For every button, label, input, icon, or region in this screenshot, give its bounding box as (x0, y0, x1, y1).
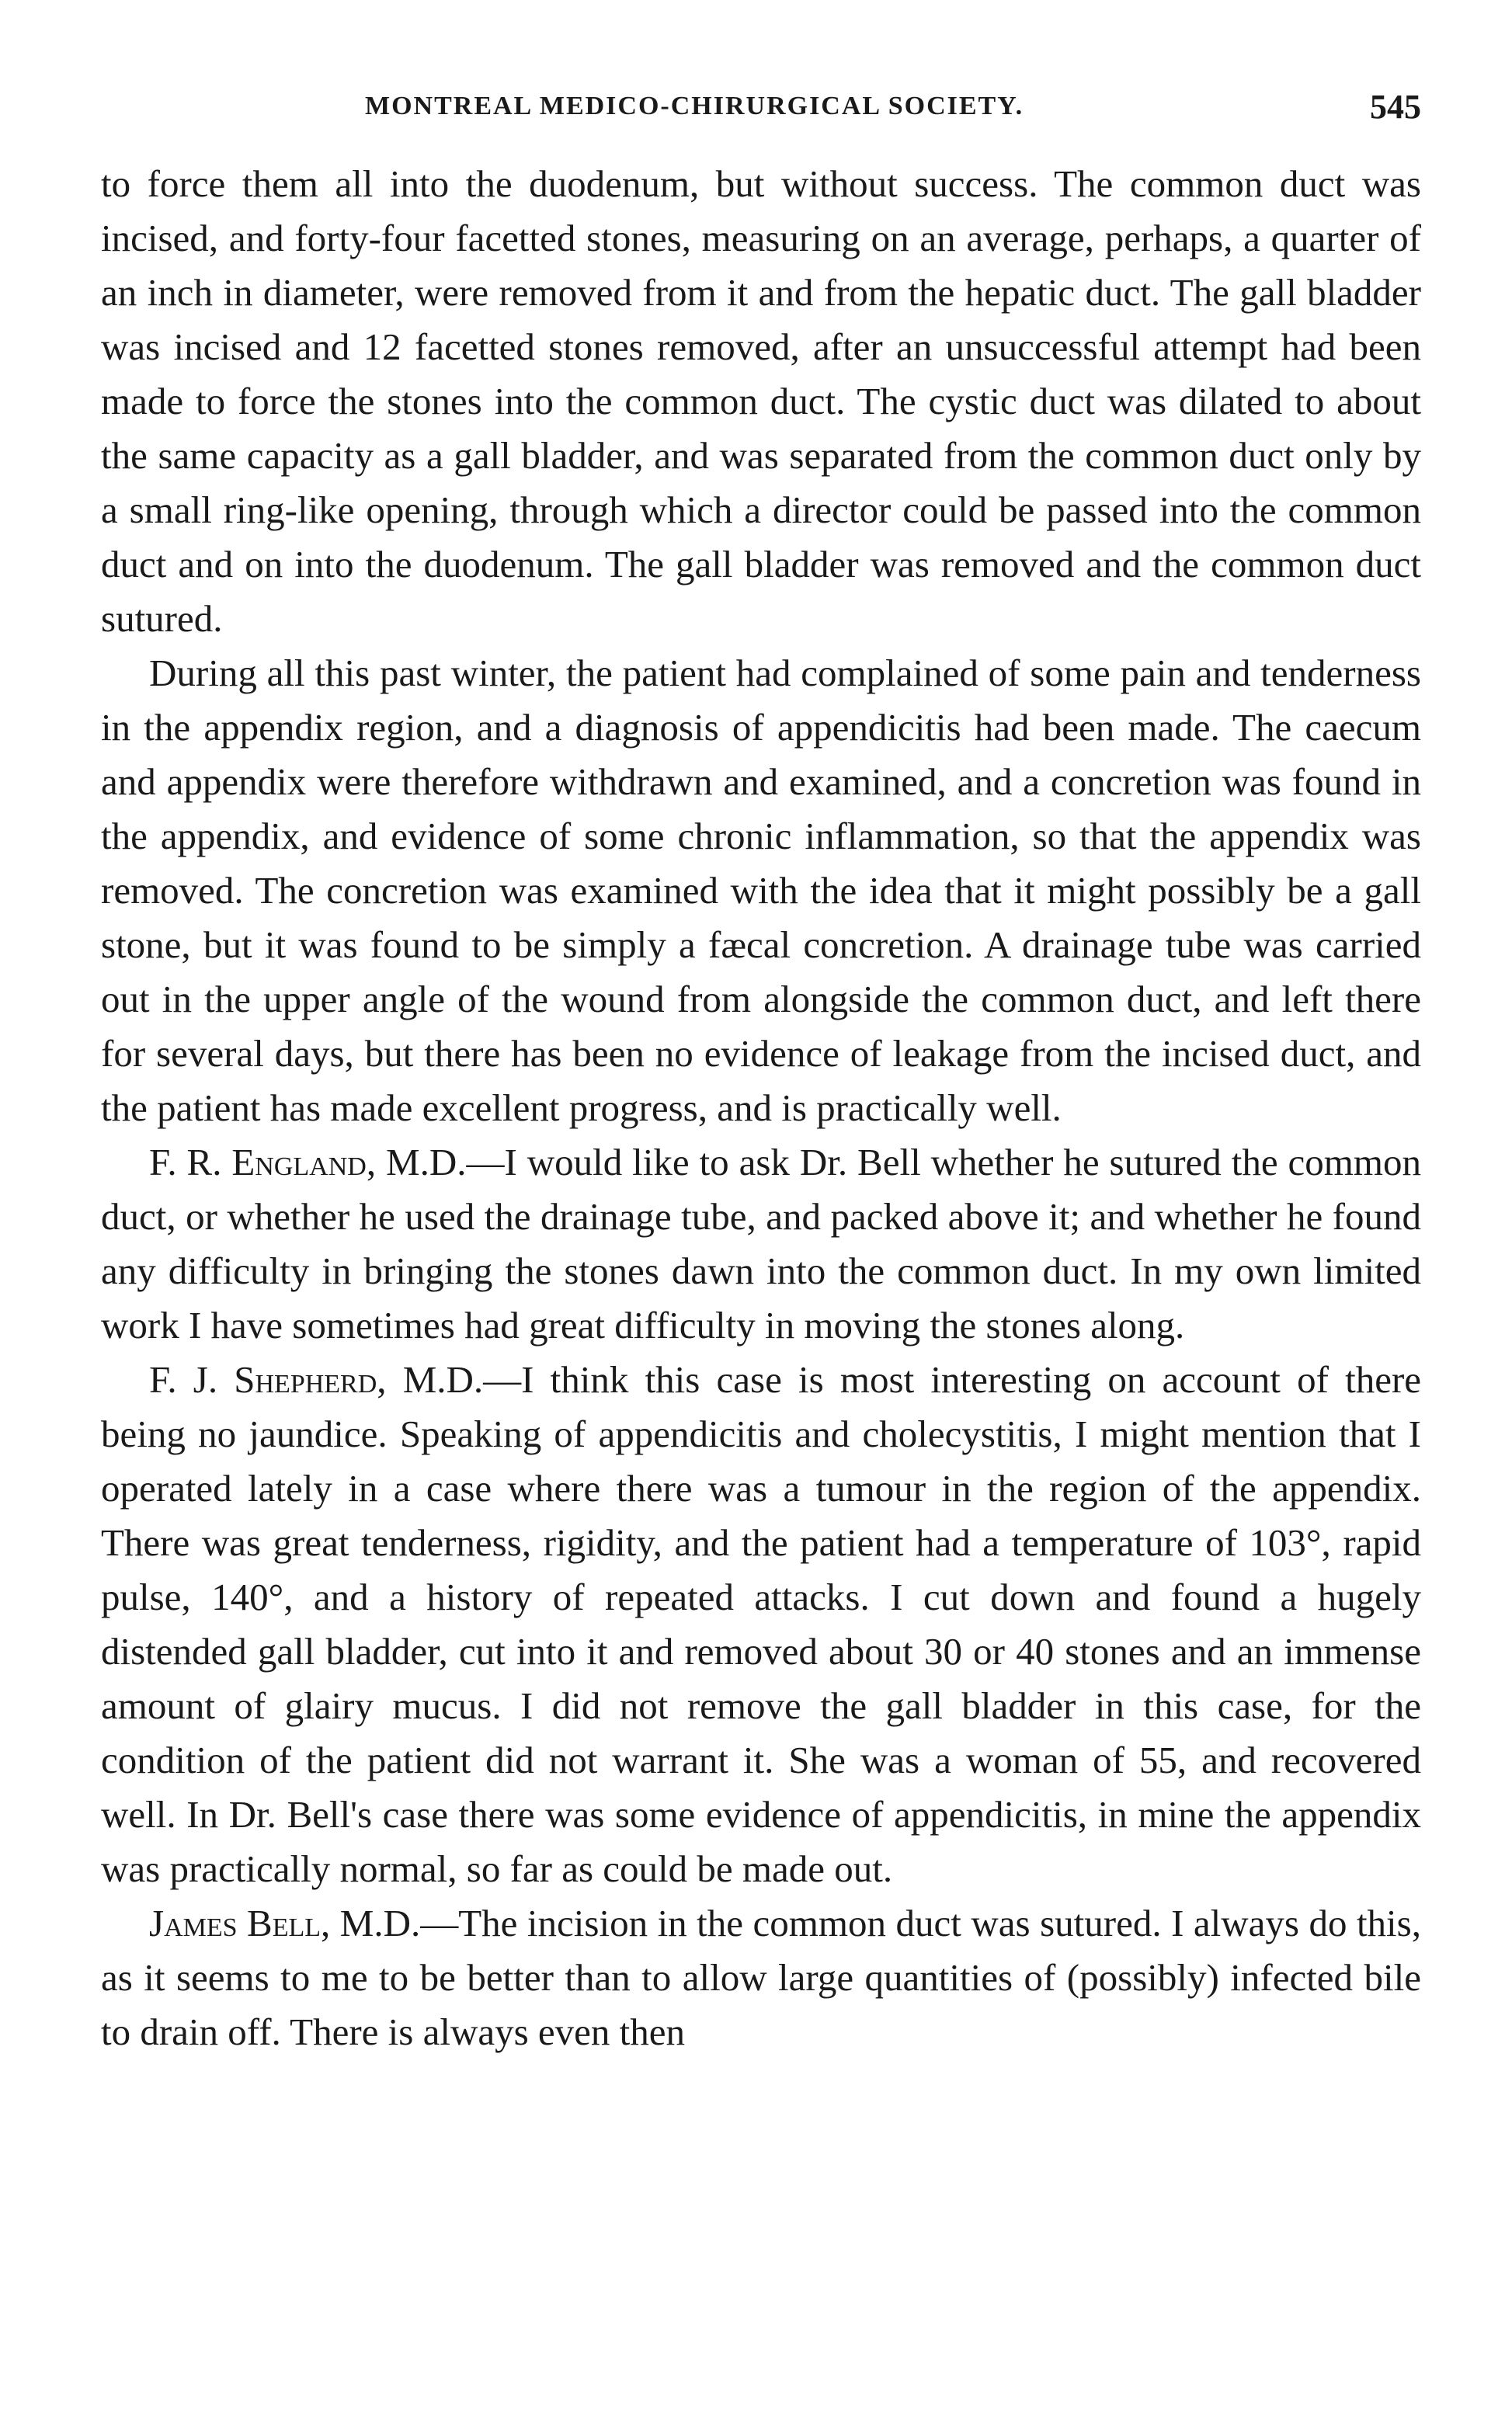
paragraph-text: —I think this case is most interesting on account of there being no jaundice. Speaking of appendicitis and cholecystitis, I might mention that I operated lately in a case where there was a tumour in the region of the appendix. There was great tenderness, rigidity, and the patient had a temperature of 103°, rapid pulse, 140°, and a history of repeated attacks. I cut down and found a hugely distended gall bladder, cut into it and removed about 30 or 40 stones and an immense amount of glairy mucus. I did not remove the gall bladder in this case, for the condition of the patient did not warrant it. She was a woman of 55, and recovered well. In Dr. Bell's case there was some evidence of appendicitis, in mine the appendix was practically normal, so far as could be made out. (101, 1358, 1422, 1890)
paragraph-text: —The incision in the common duct was sutured. I always do this, as it seems to me to be better than to allow large quantities of (possibly) infected bile to drain off. There is always even then (101, 1902, 1421, 2053)
paragraph-continued (101, 157, 1421, 646)
running-head (101, 87, 1421, 134)
paragraph-england (101, 1135, 1421, 1353)
paragraph-bell (101, 1896, 1421, 2059)
speaker-name: F. R. England, M.D. (149, 1141, 467, 1183)
paragraph-text: to force them all into the duodenum, but without success. The common duct was incised, and forty-four facetted stones, measuring on an average, perhaps, a quarter of an inch in diameter, were removed from it and from the hepatic duct. The gall bladder was incised and 12 facetted stones removed, after an unsuccessful attempt had been made to force the stones into the common duct. The cystic duct was dilated to about the same capacity as a gall bladder, and was separated from the common duct only by a small ring-like opening, through which a director could be passed into the common duct and on into the duodenum. The gall bladder was removed and the common duct sutured. (101, 162, 1421, 640)
paragraph-text: —I would like to ask Dr. Bell whether he sutured the common duct, or whether he used the drainage tube, and packed above it; and whether he found any difficulty in bringing the stones dawn into the common duct. In my own limited work I have sometimes had great difficulty in moving the stones along. (101, 1141, 1421, 1347)
document-page (101, 87, 1421, 2059)
running-title: MONTREAL MEDICO-CHIRURGICAL SOCIETY. (365, 92, 1024, 120)
speaker-name: James Bell, M.D. (149, 1902, 421, 1944)
page-number: 545 (1370, 88, 1421, 126)
paragraph-shepherd (101, 1353, 1421, 1896)
paragraph-appendix (101, 646, 1421, 1135)
paragraph-text: During all this past winter, the patient had complained of some pain and tenderness in the appendix region, and a diagnosis of appendicitis had been made. The caecum and appendix were therefore withdrawn and examined, and a concretion was found in the appendix, and evidence of some chronic inflammation, so that the appendix was removed. The concretion was examined with the idea that it might possibly be a gall stone, but it was found to be simply a fæcal concretion. A drainage tube was carried out in the upper angle of the wound from alongside the common duct, and left there for several days, but there has been no evidence of leakage from the incised duct, and the patient has made excellent progress, and is practically well. (101, 652, 1421, 1129)
speaker-name: F. J. Shepherd, M.D. (149, 1358, 484, 1401)
